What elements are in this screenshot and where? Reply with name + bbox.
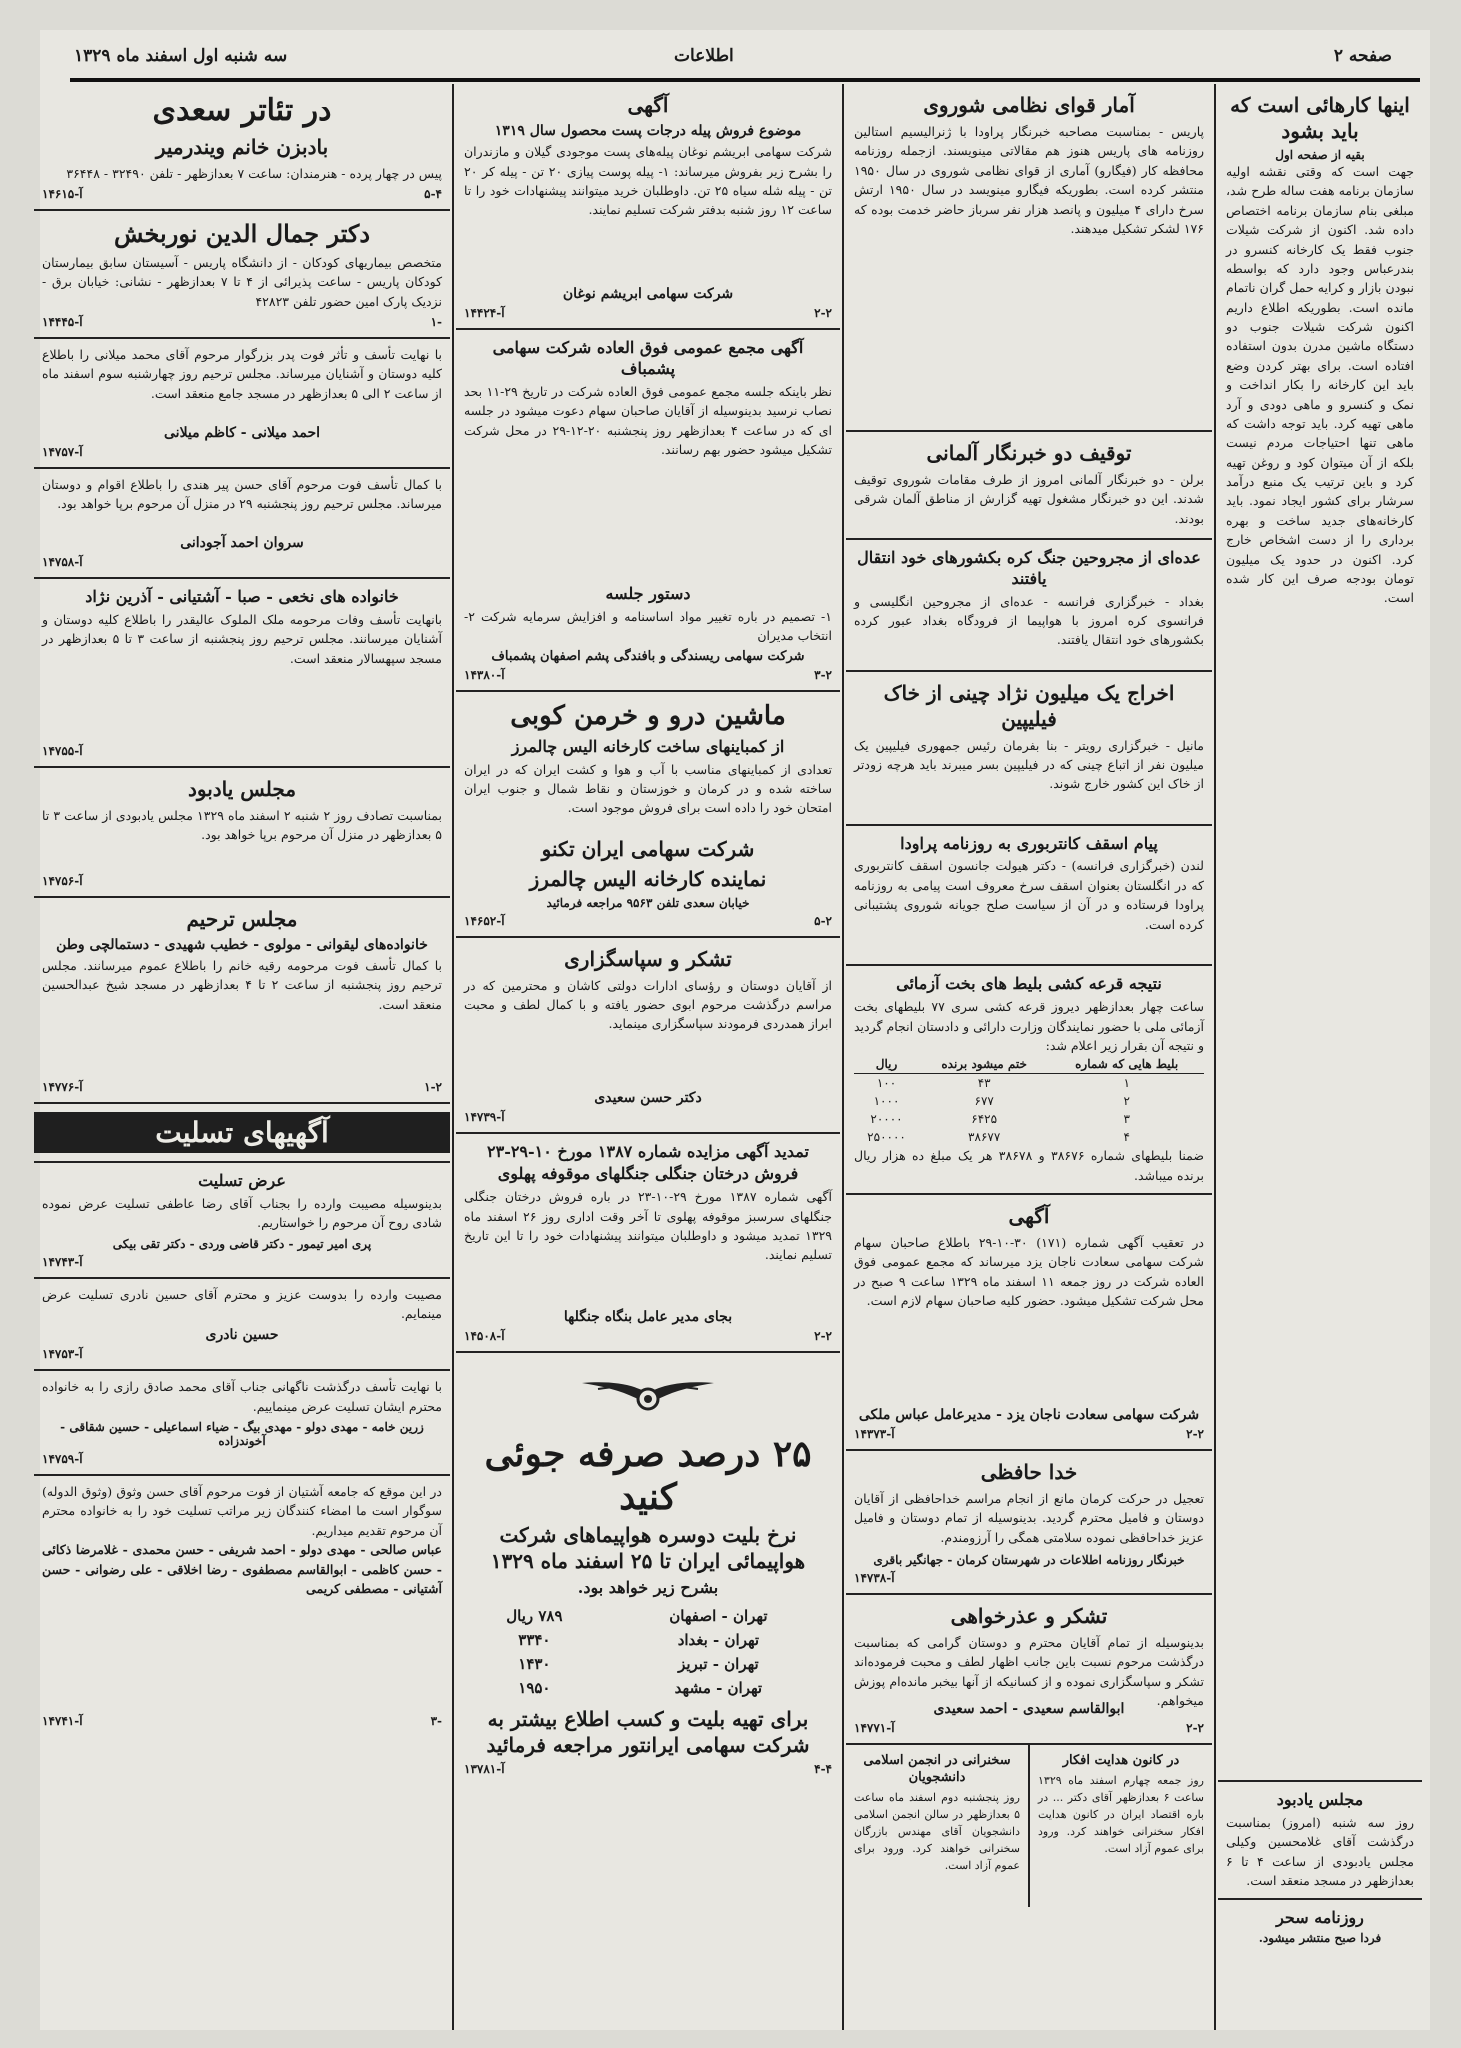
ad-subtitle-2: بشرح زیر خواهد بود. — [577, 1577, 719, 1597]
ad-reference — [42, 1347, 442, 1361]
fare: ۷۸۹ ریال — [506, 1607, 563, 1626]
article-body: لندن (خبرگزاری فرانسه) - دکتر هیولت جانسون اسقف کانتربوری که در انگلستان بعنوان اسقف سرخ معروف است پیامی به روزنامه پراودا فرستاده و در آن از سیاست صلح جویانه شوروی پشتیبانی کرده است. — [854, 858, 1204, 932]
ad-footer: برای تهیه بلیت و کسب اطلاع بیشتر به شرکت سهامی ایرانتور مراجعه فرمائید — [486, 1707, 810, 1758]
ad-signature: شرکت سهامی ابریشم نوغان — [562, 286, 734, 303]
ad-headline: ۲۵ درصد صرفه جوئی کنید — [484, 1433, 812, 1519]
ad-signature: دکتر حسن سعیدی — [594, 1089, 702, 1106]
table-cell: ۱۰۰۰ — [873, 1094, 900, 1109]
notice-signature: زرین خامه - مهدی دولو - مهدی بیگ - ضیاء اسماعیلی - حسین شقاقی - آخوندزاده — [60, 1420, 424, 1449]
lottery-body: ساعت چهار بعدازظهر دیروز قرعه کشی سری ۷۷ بلیطهای بخت آزمائی ملی با حضور نمایندگان وزارت دارائی و دادستان انجام گردید و نتیجه آن بقرار زیر اعلام شد: — [854, 999, 1204, 1053]
notice-signature: حسین نادری — [205, 1327, 279, 1344]
ref-number: آ-۱۴۷۵۳ — [42, 1347, 83, 1362]
notice-body: مصیبت وارده را بدوست عزیز و محترم آقای حسین نادری تسلیت عرض مینمایم. — [42, 1286, 442, 1321]
ad-reference — [854, 1721, 1204, 1735]
article-title: اینها کارهائی است که باید بشود — [1230, 93, 1410, 143]
ref-count: ۲-۲ — [814, 1329, 832, 1344]
ad-subtitle: موضوع فروش پیله درجات پست محصول سال ۱۳۱۹ — [494, 123, 802, 139]
ref-number: آ-۱۴۴۴۵ — [42, 315, 83, 329]
ad-body: نظر باینکه جلسه مجمع عمومی فوق العاده شرکت در تاریخ ۲۹-۱۱ بحد نصاب نرسید بدینوسیله از آقایان صاحبان سهام دعوت میشود در جلسه ای که در ساعت ۴ بعدازظهر روز پنجشنبه ۲۰-۱۲-۲۹ در محل شرکت تشکیل میشود حضور بهم رسانند. — [464, 383, 832, 457]
company-name: شرکت سهامی ایران تکنو — [541, 836, 755, 861]
table-row — [464, 1604, 832, 1628]
table-cell: ۲۰۰۰۰ — [870, 1112, 903, 1127]
table-cell: ۳۸۶۷۷ — [968, 1130, 1001, 1145]
ad-reference — [42, 445, 442, 459]
column-divider — [452, 84, 454, 2030]
column-2 — [846, 84, 1212, 2030]
column-3 — [456, 84, 840, 2030]
ref-count: ۳-۲ — [814, 668, 832, 683]
masthead — [34, 40, 1422, 70]
notice-signature: سروان احمد آجودانی — [180, 535, 304, 551]
ad-title: آگهی — [1008, 1204, 1050, 1229]
notice-title: خانواده های نخعی - صبا - آشتیانی - آذرین نژاد — [85, 587, 399, 606]
winged-emblem-icon — [578, 1365, 718, 1427]
doctor-body: متخصص بیماریهای کودکان - از دانشگاه پاریس - آسیستان سابق بیمارستان کودکان پاریس - ساعت پذیرائی از ۴ تا ۷ بعدازظهر - نشانی: خیابان برق - نزدیک پارک امین حضور تلفن ۴۲۸۲۳ — [42, 254, 443, 309]
ref-count: ۵-۴ — [424, 186, 442, 201]
condolence-header: آگهیهای تسلیت — [34, 1112, 450, 1153]
ad-reference — [42, 744, 442, 758]
table-row — [464, 1676, 832, 1700]
ad-title: خدا حافظی — [980, 1460, 1078, 1485]
column-1 — [1218, 84, 1422, 2030]
ad-body: تعجیل در حرکت کرمان مانع از انجام مراسم خداحافظی از آقایان دوستان و فامیل محترم گردید. بدینوسیله از تمام دوستان و فامیل عزیز خداحافظی نموده سلامتی همگی را آرزومندم. — [854, 1491, 1204, 1545]
table-cell: ۴ — [1123, 1130, 1130, 1145]
ref-number: آ-۱۴۷۵۹ — [42, 1452, 83, 1467]
table-header: ریال — [854, 1055, 919, 1074]
table-header: بلیط هایی که شماره — [1049, 1055, 1204, 1074]
masthead-rule — [70, 78, 1420, 82]
notice-body: با کمال تأسف فوت مرحوم آقای حسن پیر هندی را باطلاع اقوام و دوستان میرساند. مجلس ترحیم روز پنجشنبه ۲۹ در منزل آن مرحوم برپا خواهد بود. — [42, 477, 442, 512]
ref-number: آ-۱۴۷۳۸ — [854, 1571, 895, 1586]
ad-title: سخنرانی در انجمن اسلامی دانشجویان — [863, 1753, 1011, 1785]
ad-body: تعدادی از کمباینهای مناسب با آب و هوا و کشت ایران که در ایران ساخته شده و در کرمان و خوزستان و نقاط شمال و جنوب ایران امتحان خود را داده است برای فروش موجود است. — [464, 761, 832, 816]
ad-reference — [464, 306, 832, 320]
ref-number: آ-۱۴۷۵۸ — [42, 555, 83, 569]
notice-body: بانهایت تأسف وفات مرحومه ملک الملوک عالیقدر را باطلاع کلیه دوستان و آشنایان میرسانند. مجلس ترحیم روز پنجشنبه از ساعت ۳ تا ۵ بعدازظهر در مسجد سپهسالار منعقد است. — [42, 611, 442, 666]
table-cell: ۴۳ — [977, 1076, 991, 1091]
ref-number: آ-۱۴۷۴۱ — [42, 1714, 83, 1729]
agenda-body: ۱- تصمیم در باره تغییر مواد اساسنامه و افزایش سرمایه شرکت ۲- انتخاب مدیران — [464, 608, 832, 643]
lottery-footer: ضمنا بلیطهای شماره ۳۸۶۷۶ و ۳۸۶۷۸ هر یک مبلغ ده هزار ریال برنده میباشد. — [854, 1148, 1205, 1183]
route: تهران - اصفهان — [669, 1607, 768, 1626]
table-cell: ۱۰۰ — [876, 1076, 897, 1091]
ad-title: تشکر و عذرخواهی — [950, 1604, 1108, 1629]
ref-number: آ-۱۴۶۵۲ — [464, 913, 505, 928]
ad-body: شرکت سهامی ابریشم نوغان پیله‌های پست موجودی گیلان و مازندران را بشرح زیر بفروش میرساند: ۱- پیله پوست پیازی ۲۰ تن - پیله کر ۲۰ تن - پیله شله سیاه ۲۵ تن. داوطلبان خرید میتوانند پیشنهادات خود را تا ساعت ۱۲ روز شنبه بدفتر شرکت تسلیم نمایند. — [464, 144, 832, 218]
paper-name: اطلاعات — [674, 46, 734, 66]
ref-number: آ-۱۴۷۵۶ — [42, 873, 83, 888]
article-title: اخراج یک میلیون نژاد چینی از خاک فیلیپین — [883, 680, 1175, 731]
route: تهران - بغداد — [677, 1631, 760, 1650]
ad-reference — [42, 1714, 442, 1728]
article-body: مانیل - خبرگزاری رویتر - بنا بفرمان رئیس جمهوری فیلیپین یک میلیون نفر از اتباع چینی که در فیلیپین بسر میبرند باید هرچه زودتر از خاک این کشور خارج شوند. — [854, 737, 1204, 792]
ad-signature: شرکت سهامی سعادت ناجان یزد - مدیرعامل عباس ملکی — [858, 1407, 1200, 1424]
company-address: خیابان سعدی تلفن ۹۵۶۳ مراجعه فرمائید — [546, 895, 750, 910]
ref-count: ۲-۲ — [1186, 1721, 1204, 1736]
notice-subtitle: خانواده‌های لیقوانی - مولوی - خطیب شهیدی - دستمالچی وطن — [56, 936, 428, 953]
lottery-table — [854, 1055, 1204, 1146]
article-title: آمار قوای نظامی شوروی — [923, 93, 1135, 117]
fare: ۱۴۳۰ — [518, 1655, 551, 1674]
ad-title: آگهی مجمع عمومی فوق العاده شرکت سهامی پشمباف — [492, 338, 804, 378]
ad-title: آگهی — [627, 93, 669, 117]
fare: ۱۹۵۰ — [518, 1679, 551, 1698]
route: تهران - مشهد — [674, 1679, 763, 1698]
notice-title: مجلس ترحیم — [186, 906, 298, 931]
ad-reference — [464, 668, 832, 682]
section-body: روز سه شنبه (امروز) بمناسبت درگذشت آقای غلامحسین وکیلی مجلس یادبودی از ساعت ۴ تا ۶ بعدازظهر در مسجد منعقد است. — [1226, 1814, 1415, 1888]
notice-signature: عباس صالحی - مهدی دولو - احمد شریفی - حسن محمدی - غلامرضا ذکائی - حسن کاظمی - ابوالقاسم مصطفوی - رضا اخلاقی - علی رضوانی - حسن آشتیانی - مصطفی کریمی — [42, 1542, 442, 1596]
article-body: پاریس - بمناسبت مصاحبه خبرنگار پراودا با ژنرالیسیم استالین روزنامه های پاریس هنوز هم مقالاتی مینویسند. ازجمله روزنامه محافظه کار (فیگارو) آماری از قوای نظامی شوروی در سال ۱۹۵۰ منتشر کرده است. بطوریکه فیگارو مینویسد در سال ۱۹۵۰ ارتش سرخ دارای ۴ میلیون و پانصد هزار نفر سرباز حاضر خدمت بوده که ۱۷۶ لشکر تشکیل میدهند. — [854, 124, 1205, 236]
article-title: توقیف دو خبرنگار آلمانی — [926, 441, 1132, 465]
continued-label: بقیه از صفحه اول — [1275, 148, 1365, 162]
ad-reference — [42, 315, 442, 329]
doctor-name: دکتر جمال الدین نوربخش — [113, 218, 371, 248]
ad-reference — [854, 1427, 1204, 1441]
notice-body: در این موقع که جامعه آشتیان از فوت مرحوم آقای حسن وثوق (وثوق الدوله) سوگوار است ما امضاء کنندگان زیر مراتب تسلیت خود را به خانواده محترم آن مرحوم تقدیم میداریم. — [42, 1484, 442, 1538]
route: تهران - تبریز — [678, 1655, 759, 1674]
column-4 — [34, 84, 450, 2030]
ref-number: آ-۱۴۳۸۰ — [464, 668, 505, 683]
ad-reference — [464, 1110, 832, 1124]
ad-body: روز پنجشنبه دوم اسفند ماه ساعت ۵ بعدازظهر در سالن انجمن اسلامی دانشجویان آقای مهندس بازرگان سخنرانی خواهند کرد. ورود برای عموم آزاد است. — [854, 1790, 1020, 1873]
notice-body: بدینوسیله مصیبت وارده را بجناب آقای رضا عاطفی تسلیت عرض نموده شادی روح آن مرحوم را خواستاریم. — [42, 1195, 442, 1231]
ad-body: از آقایان دوستان و رؤسای ادارات دولتی کاشان و محترمین که در مراسم درگذشت مرحوم ابوی حضور یافته و با کمال لطف و محبت ابراز همدردی فرمودند سپاسگزاری مینماید. — [464, 977, 832, 1032]
ad-subtitle: نرخ بلیت دوسره هواپیماهای شرکت هواپیمائی ایران تا ۲۵ اسفند ماه ۱۳۲۹ — [490, 1522, 806, 1573]
ref-number: آ-۱۴۵۰۸ — [464, 1329, 505, 1344]
table-row — [464, 1652, 832, 1676]
ad-reference — [42, 555, 442, 569]
ref-number: آ-۱۴۷۷۶ — [42, 1079, 83, 1094]
fare: ۳۳۴۰ — [518, 1631, 551, 1650]
theater-body: پیس در چهار پرده - هنرمندان: ساعت ۷ بعدازظهر - تلفن ۳۲۴۹۰ - ۳۶۴۴۸ — [66, 165, 442, 181]
issue-date: سه شنبه اول اسفند ماه ۱۳۲۹ — [74, 46, 288, 66]
table-header: ختم میشود برنده — [919, 1055, 1049, 1074]
ad-reference — [464, 1762, 832, 1776]
ad-body: در تعقیب آگهی شماره (۱۷۱) ۳۰-۱۰-۲۹ باطلاع صاحبان سهام شرکت سهامی سعادت ناجان یزد میرساند که مجمع عمومی فوق العاده شرکت در روز جمعه ۱۱ اسفند ماه ۱۳۲۹ ساعت ۹ صبح در محل شرکت تشکیل میشود. حضور کلیه صاحبان سهام لازم است. — [854, 1235, 1204, 1309]
ad-body: آگهی شماره ۱۳۸۷ مورخ ۲۹-۱۰-۲۳ در باره فروش درختان جنگلی جنگلهای سرسبز موقوفه پهلوی تا آخر وقت اداری روز ۲۶ اسفند ماه ۱۳۲۹ تمدید میشود و داوطلبان میتوانند پیشنهادات خود را تا این تاریخ تسلیم نمایند. — [464, 1189, 832, 1263]
article-body: بغداد - خبرگزاری فرانسه - عده‌ای از مجروحین انگلیسی و فرانسوی کره امروز با هواپیما از فرودگاه بغداد عبور کرده بکشورهای خود انتقال یافتند. — [854, 593, 1204, 648]
ref-number: آ-۱۳۷۸۱ — [464, 1762, 505, 1777]
column-divider — [1214, 84, 1216, 2030]
table-cell: ۶۷۷ — [974, 1094, 994, 1109]
table-cell: ۳ — [1123, 1112, 1130, 1127]
agenda-title: دستور جلسه — [605, 583, 691, 603]
ad-reference — [42, 1255, 442, 1269]
ref-number: آ-۱۴۶۱۵ — [42, 186, 83, 201]
fare-table — [464, 1604, 832, 1700]
notice-signature: احمد میلانی - کاظم میلانی — [164, 425, 320, 441]
notice-body: با نهایت تأسف و تأثر فوت پدر بزرگوار مرحوم آقای محمد میلانی را باطلاع کلیه دوستان و آشنایان میرساند. مجلس ترحیم روز چهارشنبه سوم اسفند ماه از ساعت ۲ الی ۵ بعدازظهر در مسجد جامع منعقد است. — [42, 347, 442, 401]
ad-reference — [464, 1329, 832, 1343]
ref-count: ۲-۲ — [814, 306, 832, 321]
ad-reference — [42, 1080, 442, 1094]
ref-number: آ-۱۴۴۲۴ — [464, 306, 505, 321]
table-row — [854, 1110, 1204, 1128]
ad-title: تشکر و سپاسگزاری — [564, 946, 732, 971]
ad-signature: خبرنگار روزنامه اطلاعات در شهرستان کرمان - جهانگیر باقری — [873, 1553, 1185, 1568]
table-row — [854, 1092, 1204, 1110]
ad-subtitle: فروش درختان جنگلی جنگلهای موقوفه پهلوی — [497, 1164, 799, 1184]
ad-title: در کانون هدایت افکار — [1062, 1753, 1180, 1769]
table-cell: ۱ — [1123, 1076, 1130, 1091]
article-title: عده‌ای از مجروحین جنگ کره بکشورهای خود انتقال یافتند — [857, 548, 1201, 588]
ref-number: آ-۱۴۷۵۵ — [42, 743, 83, 758]
notice-signature: پری امیر تیمور - دکتر قاضی وردی - دکتر تقی بیکی — [112, 1236, 372, 1251]
ad-signature: ابوالقاسم سعیدی - احمد سعیدی — [933, 1701, 1125, 1718]
airline-logo — [464, 1365, 832, 1427]
table-cell: ۲۵۰۰۰۰ — [867, 1130, 906, 1145]
column-divider — [842, 84, 844, 2030]
ad-title: ماشین درو و خرمن کوبی — [510, 701, 786, 732]
page-number: صفحه ۲ — [1333, 46, 1392, 66]
table-row — [854, 1074, 1204, 1093]
ref-number: آ-۱۴۷۴۳ — [42, 1254, 83, 1269]
theater-title: در تئاتر سعدی — [152, 93, 332, 128]
ad-signature: شرکت سهامی ریسندگی و بافندگی پشم اصفهان پشمباف — [491, 649, 805, 665]
ref-count: ۵-۲ — [814, 913, 832, 928]
lottery-title: نتیجه قرعه کشی بلیط های بخت آزمائی — [896, 974, 1162, 994]
ref-number: آ-۱۴۷۷۱ — [854, 1721, 895, 1736]
table-cell: ۲ — [1123, 1094, 1130, 1109]
ref-number: آ-۱۴۷۳۹ — [464, 1109, 505, 1124]
article-body: جهت است که وقتی نقشه اولیه سازمان برنامه هفت ساله طرح شد، مبلغی بنام سازمان برنامه اختصاص داده شد. اکنون از شرکت شیلات جنوب فقط یک کارخانه کنسرو در بندرعباس وجود دارد که بواسطه نبودن بازار و کرایه حمل گران ناتمام مانده است. بطوریکه اطلاع داریم اکنون شرکت شیلات جنوب دو دستگاه ماشین مدرن بدون استفاده افتاده است. برای بهتر کردن وضع باید این کارخانه را بکار انداخت و نمک و کنسرو و ماهی دودی و آرد ماهی تهیه کرد. باید توجه داشت که ماهی تنها احتیاجات مردم نیست بلکه از آن میتوان کود و روغن تهیه کرد و باین ترتیب یک منبع درآمد سرشار برای کشور ایجاد نمود. باید کارخانه‌های جدید ساخت و بهره برداری را از دست اشخاص خارج کرد. اکنون در حدود یک میلیون تومان بودجه صرف این کار شده است. — [1226, 164, 1414, 606]
ad-reference — [854, 1571, 1204, 1585]
footer-title: روزنامه سحر — [1276, 1908, 1364, 1928]
footer-body: فردا صبح منتشر میشود. — [1258, 1931, 1382, 1946]
section-title: مجلس یادبود — [1276, 1790, 1364, 1809]
table-row — [854, 1128, 1204, 1146]
ad-reference — [42, 187, 442, 201]
ref-number: آ-۱۴۳۷۳ — [854, 1427, 895, 1442]
ref-count: ۱-۲ — [424, 1079, 442, 1094]
table-row — [464, 1628, 832, 1652]
table-cell: ۶۴۲۵ — [971, 1112, 998, 1127]
notice-body: با نهایت تأسف درگذشت ناگهانی جناب آقای محمد صادق رازی را به خانواده محترم ایشان تسلیت عرض مینماییم. — [42, 1379, 442, 1414]
ad-signature: بجای مدیر عامل بنگاه جنگلها — [563, 1309, 733, 1326]
article-title: پیام اسقف کانتربوری به روزنامه پراودا — [900, 833, 1158, 853]
ref-count: ۲-۲ — [1186, 1427, 1204, 1442]
article-body: برلن - دو خبرنگار آلمانی امروز از طرف مقامات شوروی توقیف شدند. این دو خبرنگار مشغول تهیه گزارش از مناطق آلمان شرقی بودند. — [854, 472, 1204, 526]
agent-name: نماینده کارخانه الیس چالمرز — [529, 866, 767, 891]
ad-title: تمدید آگهی مزایده شماره ۱۳۸۷ مورخ ۱۰-۲۹-۲۳ — [487, 1141, 809, 1161]
ref-number: آ-۱۴۷۵۷ — [42, 445, 83, 459]
ad-reference — [42, 1452, 442, 1466]
play-title: بادبزن خانم ویندرمیر — [155, 134, 329, 159]
ad-body: بدینوسیله از تمام آقایان محترم و دوستان گرامی که بمناسبت درگذشت مرحوم نسبت باین جانب اظهار لطف و محبت فرموده‌اند تشکر و سپاسگزاری نموده و از کسانیکه از آنها بیخبر مانده‌ام پوزش میخواهم. — [854, 1635, 1204, 1709]
ref-count: ۱- — [430, 315, 442, 329]
ad-reference — [42, 874, 442, 888]
notice-title: مجلس یادبود — [187, 776, 297, 801]
notice-title: عرض تسلیت — [198, 1170, 286, 1190]
notice-body: با کمال تأسف فوت مرحومه رقیه خانم را باطلاع عموم میرسانند. مجلس ترحیم روز پنجشنبه از ساعت ۲ تا ۴ بعدازظهر در مسجد شیخ عبدالحسین منعقد است. — [42, 957, 442, 1012]
notice-body: بمناسبت تصادف روز ۲ شنبه ۲ اسفند ماه ۱۳۲۹ مجلس یادبودی از ساعت ۳ تا ۵ بعدازظهر در منزل آن مرحوم برپا خواهد بود. — [42, 807, 443, 843]
ref-count: ۳- — [430, 1714, 442, 1729]
ref-count: ۴-۴ — [814, 1762, 832, 1777]
ad-reference — [464, 914, 832, 928]
ad-subtitle: از کمباینهای ساخت کارخانه الیس چالمرز — [511, 736, 785, 756]
ad-body: روز جمعه چهارم اسفند ماه ۱۳۲۹ ساعت ۶ بعدازظهر آقای دکتر ... در باره اقتصاد ایران در کانون هدایت افکار سخنرانی خواهند کرد. ورود برای عموم آزاد است. — [1038, 1773, 1205, 1856]
